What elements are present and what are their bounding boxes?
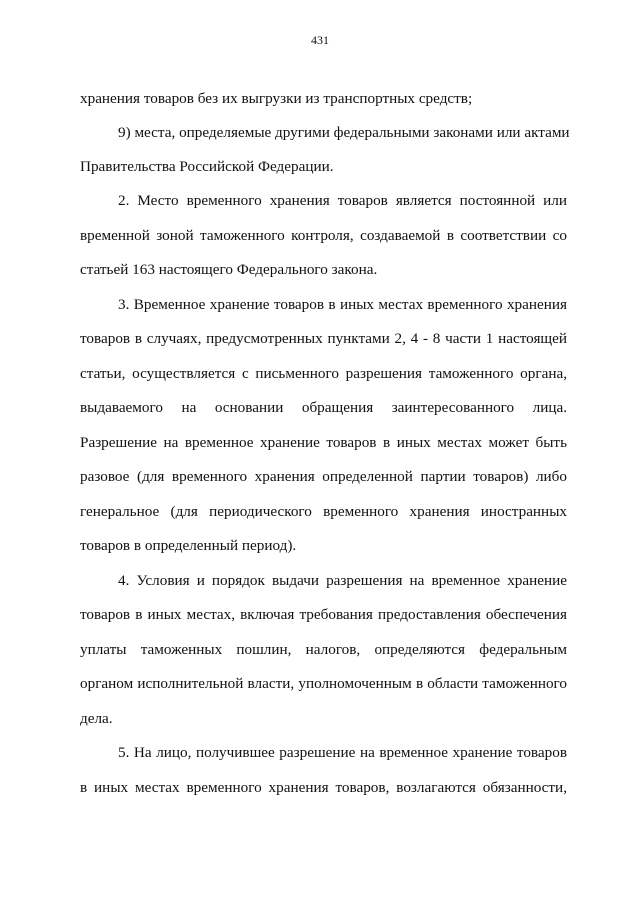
text-line: в иных местах временного хранения товаров, возлагаются обязанности, (80, 779, 567, 796)
text-line: товаров в иных местах, включая требования предоставления обеспечения (80, 606, 567, 623)
page-number: 431 (311, 33, 329, 47)
text-line: разовое (для временного хранения определенной партии товаров) либо (80, 468, 567, 485)
text-line: органом исполнительной власти, уполномоченным в области таможенного (80, 675, 567, 692)
text-line: 3. Временное хранение товаров в иных местах временного хранения (118, 296, 567, 313)
text-line: 9) места, определяемые другими федеральными законами или актами (118, 124, 570, 141)
text-line: уплаты таможенных пошлин, налогов, определяются федеральным (80, 641, 567, 658)
text-line: генеральное (для периодического временного хранения иностранных (80, 503, 567, 520)
text-line: товаров в определенный период). (80, 537, 297, 554)
text-line: 4. Условия и порядок выдачи разрешения на временное хранение (118, 572, 567, 589)
text-line: 2. Место временного хранения товаров является постоянной или (118, 192, 567, 209)
text-line: выдаваемого на основании обращения заинтересованного лица. (80, 399, 567, 416)
text-line: хранения товаров без их выгрузки из транспортных средств; (80, 90, 473, 107)
text-line: дела. (80, 710, 113, 727)
text-line: временной зоной таможенного контроля, создаваемой в соответствии со (80, 227, 567, 244)
text-line: Разрешение на временное хранение товаров в иных местах может быть (80, 434, 567, 451)
text-line: Правительства Российской Федерации. (80, 158, 334, 175)
text-line: товаров в случаях, предусмотренных пунктами 2, 4 - 8 части 1 настоящей (80, 330, 567, 347)
text-line: 5. На лицо, получившее разрешение на временное хранение товаров (118, 744, 567, 761)
text-line: статьи, осуществляется с письменного разрешения таможенного органа, (80, 365, 567, 382)
text-line: статьей 163 настоящего Федерального закона. (80, 261, 378, 278)
